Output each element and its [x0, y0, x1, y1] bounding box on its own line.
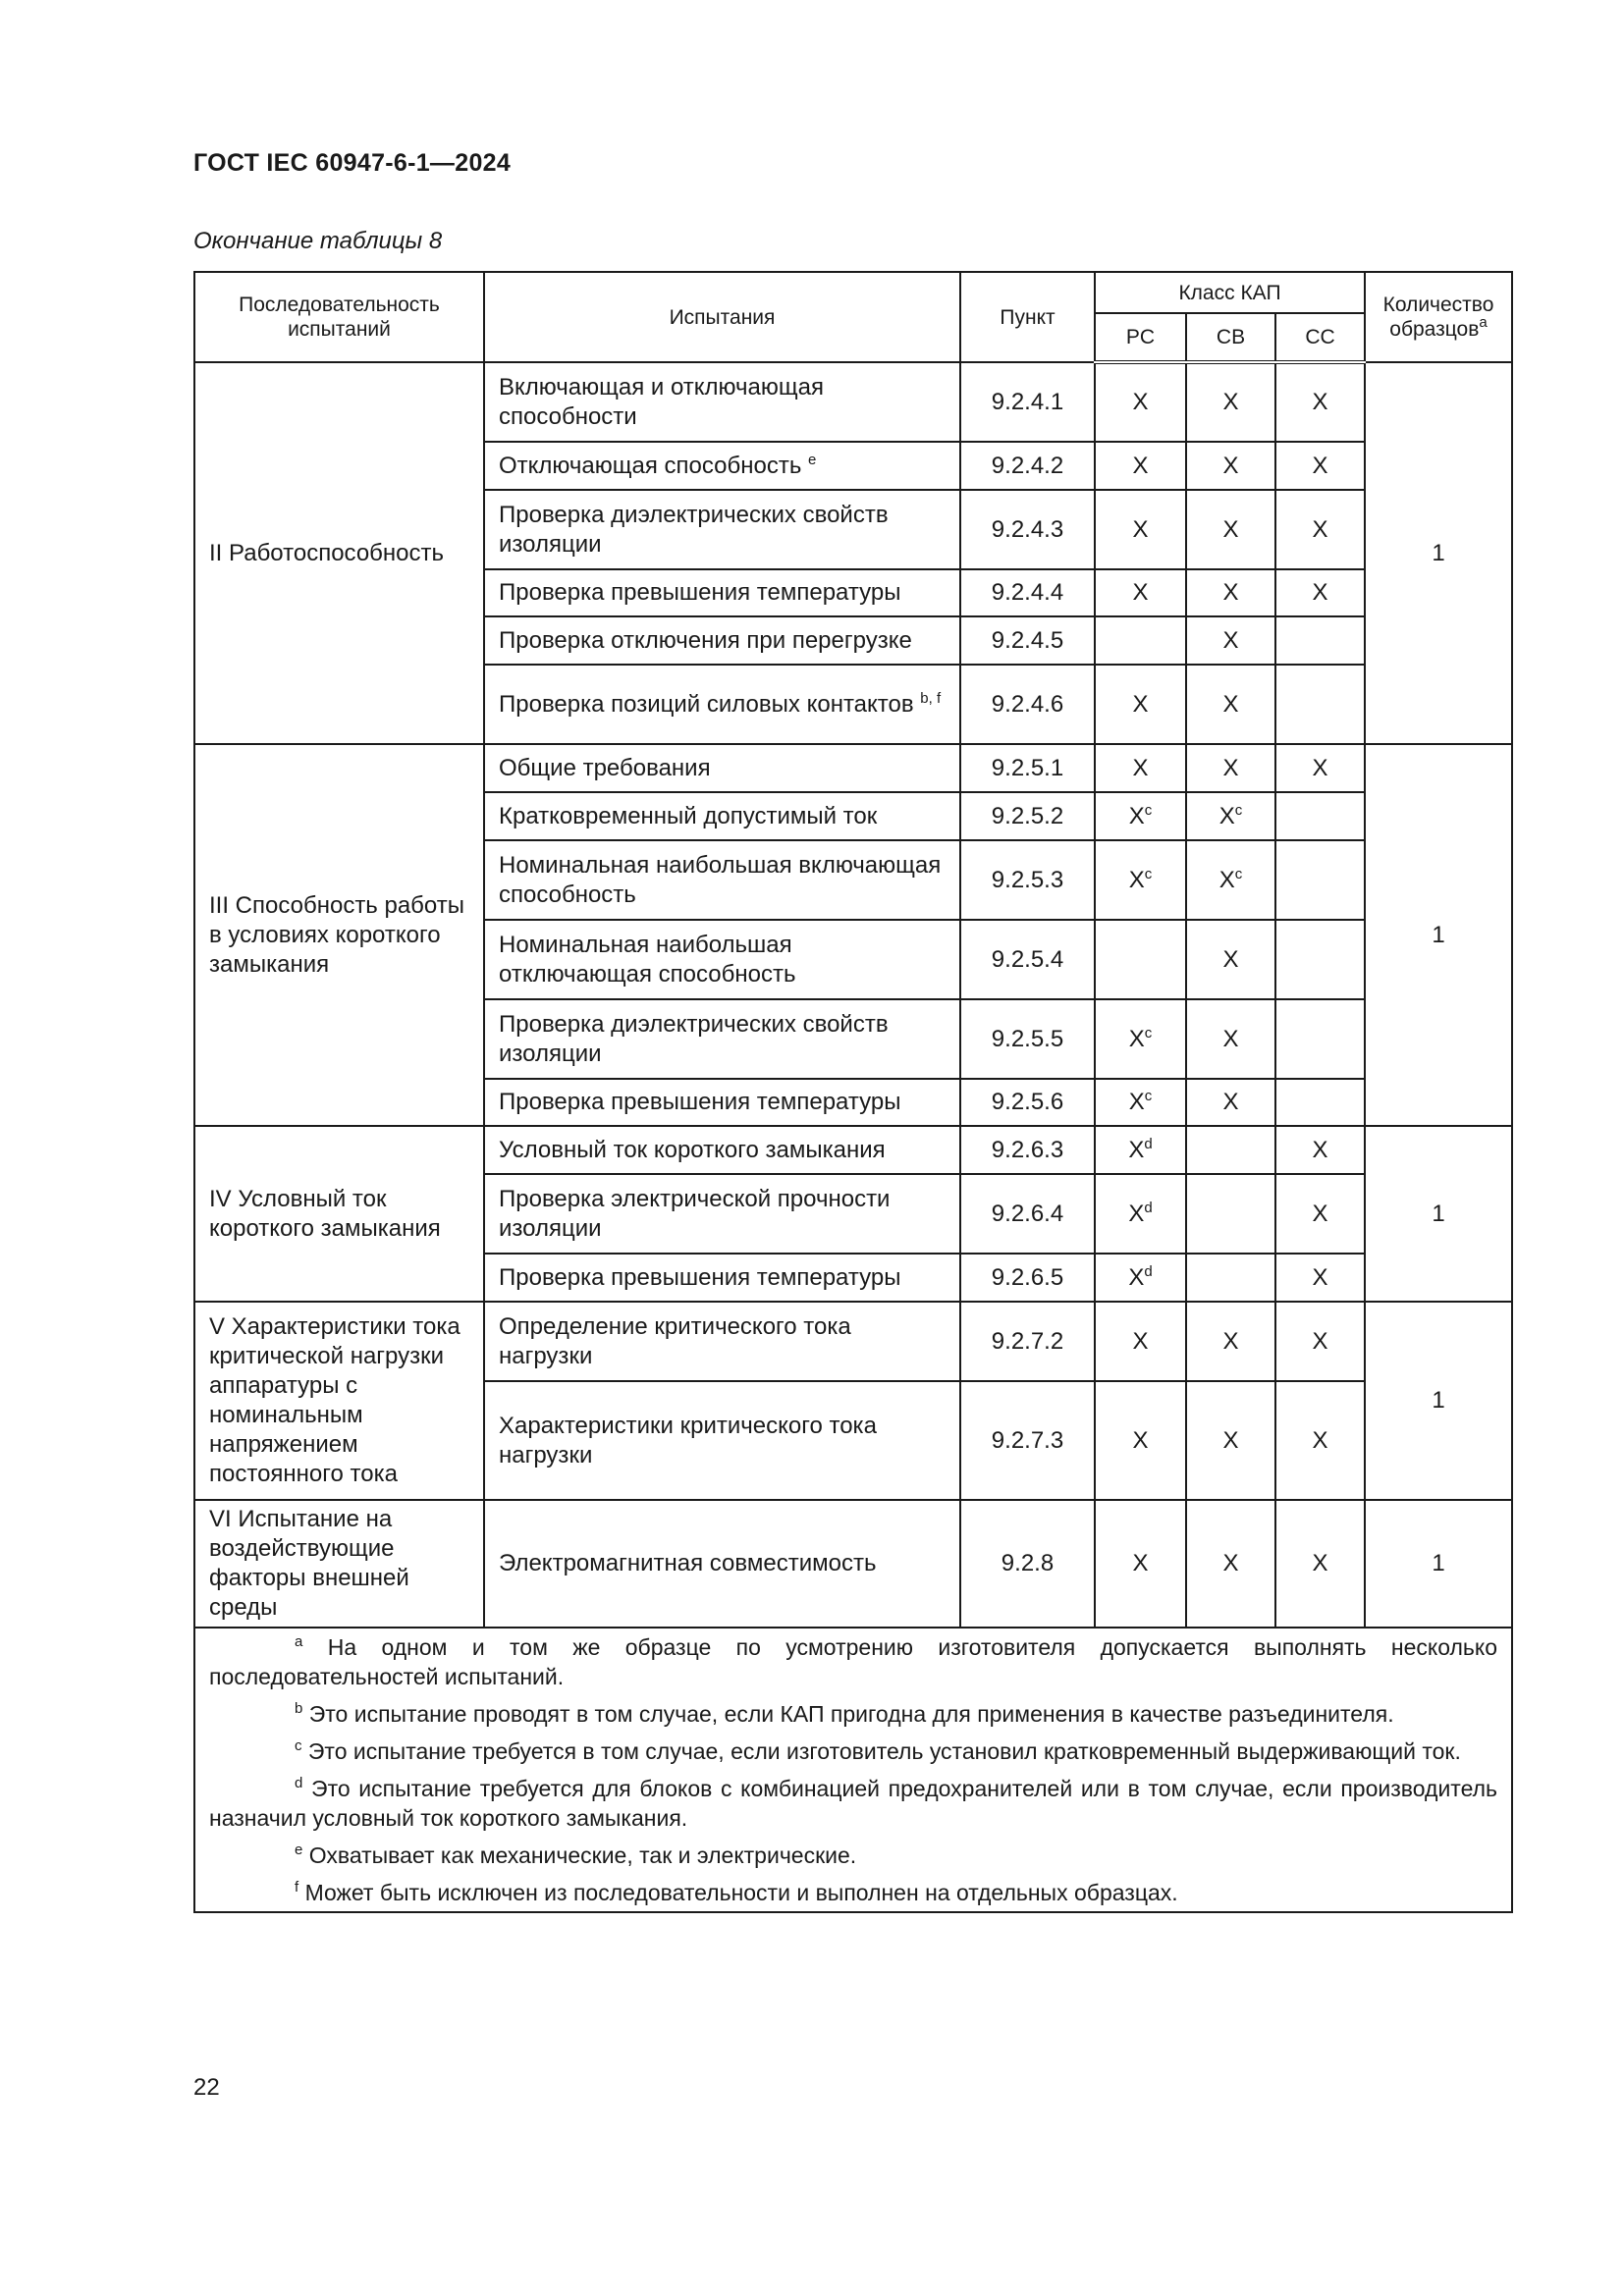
class-pc-mark: X [1132, 1327, 1149, 1355]
class-pc-cell [1095, 1302, 1186, 1381]
class-cb-mark: X [1222, 452, 1239, 479]
class-cb-cell [1186, 490, 1275, 569]
footnote-text: Это испытание требуется для блоков с комбинацией предохранителей или в том случае, если производитель назначил условный ток короткого замыкания. [209, 1776, 1498, 1831]
class-pc-cell [1095, 744, 1186, 792]
header-class-pc: PC [1095, 313, 1186, 362]
test-name: Включающая и отключающая способности [499, 373, 824, 430]
class-cc-cell [1275, 920, 1365, 999]
clause-cell: 9.2.5.2 [960, 792, 1095, 840]
test-name: Проверка электрической прочности изоляции [499, 1185, 891, 1242]
class-cc-cell: X [1275, 1500, 1365, 1628]
clause-cell: 9.2.5.3 [960, 840, 1095, 920]
class-cb-mark: X [1222, 1426, 1239, 1454]
test-name: Проверка превышения температуры [499, 1263, 901, 1291]
class-pc-cell [1095, 665, 1186, 744]
class-cc-cell [1275, 792, 1365, 840]
clause-cell: 9.2.5.1 [960, 744, 1095, 792]
footnote [209, 1632, 1497, 1691]
class-pc-cell [1095, 490, 1186, 569]
class-cb-cell [1186, 1174, 1275, 1254]
class-cc-cell: X [1275, 744, 1365, 792]
clause-cell: 9.2.7.2 [960, 1302, 1095, 1381]
class-cc-cell [1275, 616, 1365, 665]
test-name: Электромагнитная совместимость [499, 1550, 877, 1576]
test-cell [484, 999, 960, 1079]
class-pc-mark: X [1128, 1025, 1145, 1052]
class-cb-mark: X [1222, 1327, 1239, 1355]
footnote-text: Это испытание требуется в том случае, если изготовитель установил кратковременный выдерживающий ток. [307, 1738, 1461, 1764]
test-cell [484, 1254, 960, 1302]
clause-cell: 9.2.5.4 [960, 920, 1095, 999]
class-pc-mark: X [1132, 1426, 1149, 1454]
page-number: 22 [193, 2074, 220, 2101]
class-cb-mark: X [1218, 802, 1235, 829]
clause-cell: 9.2.6.4 [960, 1174, 1095, 1254]
header-class-cc: CC [1275, 313, 1365, 362]
test-name: Характеристики критического тока нагрузки [499, 1412, 877, 1468]
clause-cell: 9.2.6.5 [960, 1254, 1095, 1302]
samples-cell: 1 [1365, 362, 1512, 744]
class-pc-mark: X [1132, 690, 1149, 718]
class-cb-mark: X [1222, 945, 1239, 973]
class-cc-cell: X [1275, 362, 1365, 442]
header-samples-label: Количество образцов [1382, 294, 1494, 341]
test-cell [484, 1500, 960, 1628]
samples-cell: 1 [1365, 1500, 1512, 1628]
test-name: Условный ток короткого замыкания [499, 1136, 886, 1163]
test-name: Общие требования [499, 754, 711, 781]
footnote-text: Это испытание проводят в том случае, если КАП пригодна для применения в качестве разъединителя. [308, 1701, 1394, 1727]
class-cb-cell [1186, 840, 1275, 920]
header-class-group: Класс КАП [1095, 272, 1365, 313]
header-sequence: Последовательность испытаний [194, 272, 484, 362]
sequence-cell: V Характеристики тока критической нагрузки аппаратуры с номинальным напряжением постоянного тока [194, 1302, 484, 1500]
test-sequence-table [193, 271, 1513, 1913]
clause-cell: 9.2.4.2 [960, 442, 1095, 490]
class-cb-cell [1186, 1254, 1275, 1302]
test-cell [484, 744, 960, 792]
clause-cell: 9.2.4.6 [960, 665, 1095, 744]
class-pc-cell [1095, 1381, 1186, 1500]
samples-cell: 1 [1365, 1302, 1512, 1500]
footnote-mark: c [295, 1737, 302, 1754]
class-pc-mark: X [1128, 1263, 1145, 1291]
document-code: ГОСТ IEC 60947-6-1—2024 [193, 149, 512, 177]
sequence-cell: VI Испытание на воздействующие факторы внешней среды [194, 1500, 484, 1628]
class-pc-mark: X [1132, 389, 1149, 415]
footnote-mark: d [295, 1775, 303, 1791]
class-pc-note: d [1144, 1135, 1153, 1152]
class-cc-cell: X [1275, 1126, 1365, 1174]
test-footnote-ref: e [808, 451, 817, 468]
class-pc-cell [1095, 442, 1186, 490]
class-pc-note: c [1144, 801, 1153, 819]
test-name: Проверка превышения температуры [499, 579, 901, 606]
test-name: Проверка превышения температуры [499, 1089, 901, 1115]
class-pc-mark: X [1128, 802, 1145, 829]
class-pc-note: d [1144, 1262, 1153, 1280]
header-tests: Испытания [484, 272, 960, 362]
class-pc-mark: X [1132, 452, 1149, 479]
class-pc-note: d [1144, 1199, 1153, 1216]
footnote-mark: f [295, 1879, 299, 1896]
class-cb-cell [1186, 569, 1275, 616]
class-cc-cell [1275, 665, 1365, 744]
class-cb-mark: X [1222, 515, 1239, 543]
footnote [209, 1736, 1497, 1766]
class-cc-cell [1275, 1079, 1365, 1126]
test-cell [484, 569, 960, 616]
class-cc-cell: X [1275, 569, 1365, 616]
class-cc-cell: X [1275, 490, 1365, 569]
footnotes-row [194, 1628, 1512, 1912]
class-cb-cell [1186, 1381, 1275, 1500]
class-cb-cell [1186, 1302, 1275, 1381]
class-cb-cell [1186, 665, 1275, 744]
class-pc-cell [1095, 999, 1186, 1079]
test-cell [484, 1302, 960, 1381]
test-cell [484, 840, 960, 920]
test-name: Кратковременный допустимый ток [499, 802, 878, 829]
class-pc-note: c [1144, 1088, 1153, 1104]
test-cell [484, 665, 960, 744]
class-cb-mark: X [1222, 1089, 1239, 1115]
clause-cell: 9.2.4.1 [960, 362, 1095, 442]
test-cell [484, 490, 960, 569]
class-cc-cell: X [1275, 1302, 1365, 1381]
class-pc-cell [1095, 1254, 1186, 1302]
table-row [194, 362, 1512, 442]
test-cell [484, 362, 960, 442]
clause-cell: 9.2.5.6 [960, 1079, 1095, 1126]
table-row [194, 1302, 1512, 1381]
class-cb-cell [1186, 362, 1275, 442]
class-pc-mark: X [1128, 1089, 1145, 1115]
header-samples [1365, 272, 1512, 362]
test-cell [484, 1079, 960, 1126]
samples-cell: 1 [1365, 1126, 1512, 1302]
class-cb-note: c [1234, 801, 1243, 819]
class-cb-cell [1186, 1126, 1275, 1174]
class-cc-cell [1275, 840, 1365, 920]
class-cb-cell [1186, 920, 1275, 999]
clause-cell: 9.2.8 [960, 1500, 1095, 1628]
class-pc-cell [1095, 840, 1186, 920]
class-pc-note: c [1144, 1024, 1153, 1041]
footnote-mark: e [295, 1842, 303, 1858]
footnote [209, 1841, 1497, 1870]
footnote-text: Может быть исключен из последовательности и выполнен на отдельных образцах. [304, 1880, 1178, 1905]
sequence-cell: IV Условный ток короткого замыкания [194, 1126, 484, 1302]
class-pc-cell [1095, 362, 1186, 442]
test-name: Проверка позиций силовых контактов [499, 690, 914, 718]
footnote-mark: a [295, 1633, 303, 1650]
class-cc-cell: X [1275, 442, 1365, 490]
table-row [194, 744, 1512, 792]
test-footnote-ref: b, f [920, 689, 942, 707]
class-cb-mark: X [1222, 389, 1239, 415]
class-pc-cell [1095, 1126, 1186, 1174]
test-name: Номинальная наибольшая включающая способность [499, 851, 942, 908]
test-name: Проверка диэлектрических свойств изоляции [499, 501, 889, 558]
class-cb-cell [1186, 999, 1275, 1079]
class-cb-mark: X [1222, 754, 1239, 781]
class-cb-cell [1186, 442, 1275, 490]
table-body [194, 362, 1512, 1912]
class-cb-cell [1186, 1500, 1275, 1628]
sequence-cell: III Способность работы в условиях короткого замыкания [194, 744, 484, 1126]
test-cell [484, 616, 960, 665]
sequence-cell: II Работоспособность [194, 362, 484, 744]
samples-cell: 1 [1365, 744, 1512, 1126]
clause-cell: 9.2.7.3 [960, 1381, 1095, 1500]
footnote [209, 1774, 1497, 1833]
class-cc-cell: X [1275, 1254, 1365, 1302]
class-cb-mark: X [1222, 626, 1239, 654]
clause-cell: 9.2.4.5 [960, 616, 1095, 665]
class-cb-mark: X [1222, 690, 1239, 718]
header-clause: Пункт [960, 272, 1095, 362]
footnotes [194, 1628, 1512, 1912]
table-row [194, 1500, 1512, 1628]
class-pc-cell [1095, 1174, 1186, 1254]
class-pc-mark: X [1132, 754, 1149, 781]
class-cb-mark: X [1218, 866, 1235, 893]
clause-cell: 9.2.4.4 [960, 569, 1095, 616]
footnote [209, 1878, 1497, 1907]
class-pc-mark: X [1128, 866, 1145, 893]
test-name: Проверка отключения при перегрузке [499, 626, 912, 654]
test-cell [484, 1381, 960, 1500]
class-pc-mark: X [1128, 1200, 1145, 1227]
class-cc-cell: X [1275, 1174, 1365, 1254]
class-pc-mark: X [1132, 579, 1149, 606]
test-cell [484, 442, 960, 490]
class-pc-mark: X [1132, 1550, 1149, 1576]
table-caption: Окончание таблицы 8 [193, 228, 443, 254]
class-cb-cell [1186, 792, 1275, 840]
test-cell [484, 792, 960, 840]
footnote-mark: b [295, 1700, 303, 1717]
footnote-text: На одном и том же образце по усмотрению изготовителя допускается выполнять несколько последовательностей испытаний. [209, 1634, 1498, 1689]
clause-cell: 9.2.6.3 [960, 1126, 1095, 1174]
class-pc-mark: X [1128, 1136, 1145, 1163]
class-cb-cell [1186, 616, 1275, 665]
class-cc-cell: X [1275, 1381, 1365, 1500]
table-row [194, 1126, 1512, 1174]
test-name: Проверка диэлектрических свойств изоляции [499, 1010, 889, 1067]
class-pc-cell [1095, 1500, 1186, 1628]
class-cb-note: c [1234, 865, 1243, 882]
header-samples-note: a [1479, 314, 1488, 331]
header-class-cb: CB [1186, 313, 1275, 362]
class-pc-note: c [1144, 865, 1153, 882]
class-cb-cell [1186, 1079, 1275, 1126]
class-pc-cell [1095, 569, 1186, 616]
class-pc-cell [1095, 920, 1186, 999]
clause-cell: 9.2.4.3 [960, 490, 1095, 569]
class-pc-cell [1095, 616, 1186, 665]
test-name: Определение критического тока нагрузки [499, 1312, 851, 1369]
class-pc-cell [1095, 792, 1186, 840]
test-cell [484, 1126, 960, 1174]
class-pc-cell [1095, 1079, 1186, 1126]
clause-cell: 9.2.5.5 [960, 999, 1095, 1079]
test-name: Отключающая способность [499, 452, 802, 479]
class-cb-mark: X [1222, 579, 1239, 606]
class-cb-mark: X [1222, 1550, 1239, 1576]
test-cell [484, 1174, 960, 1254]
test-name: Номинальная наибольшая отключающая способность [499, 931, 796, 988]
class-cb-mark: X [1222, 1025, 1239, 1052]
footnote-text: Охватывает как механические, так и электрические. [308, 1842, 857, 1868]
footnote [209, 1699, 1497, 1729]
class-pc-mark: X [1132, 515, 1149, 543]
class-cc-cell [1275, 999, 1365, 1079]
test-cell [484, 920, 960, 999]
class-cb-cell [1186, 744, 1275, 792]
